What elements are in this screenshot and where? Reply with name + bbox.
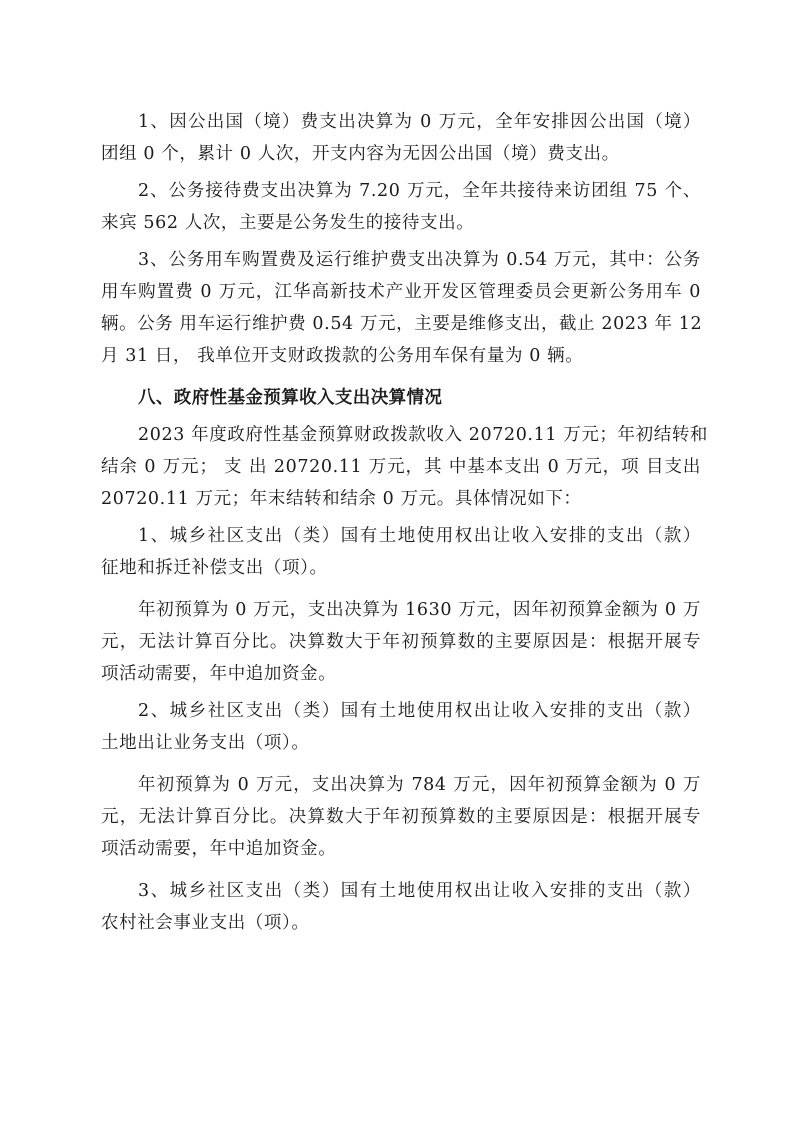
paragraph-line: 征地和拆迁补偿支出（项）。 [101, 558, 328, 578]
paragraph-line: 3、城乡社区支出（类）国有土地使用权出让收入安排的支出（款） [138, 881, 701, 901]
paragraph-line: 用车购置费 0 万元，江华高新技术产业开发区管理委员会更新公务用车 0 [101, 282, 701, 302]
paragraph-line: 1、因公出国（境）费支出决算为 0 万元，全年安排因公出国（境） [138, 112, 701, 132]
paragraph-line: 来宾 562 人次，主要是公务发生的接待支出。 [101, 213, 475, 233]
paragraph-line: 年初预算为 0 万元，支出决算为 1630 万元，因年初预算金额为 0 万 [138, 600, 701, 620]
paragraph-line: 辆。公务 用车运行维护费 0.54 万元，主要是维修支出，截止 2023 年 12 [101, 314, 703, 334]
paragraph-line: 月 31 日， 我单位开支财政拨款的公务用车保有量为 0 辆。 [101, 346, 584, 366]
paragraph-line: 土地出让业务支出（项）。 [101, 733, 310, 753]
paragraph-line: 团组 0 个，累计 0 人次，开支内容为无因公出国（境）费支出。 [101, 144, 620, 164]
paragraph-line: 项活动需要，年中追加资金。 [101, 839, 337, 859]
section-heading: 八、政府性基金预算收入支出决算情况 [138, 388, 443, 408]
paragraph-line: 结余 0 万元； 支 出 20720.11 万元，其 中基本支出 0 万元，项 目支出 [101, 457, 701, 477]
paragraph-line: 20720.11 万元；年末结转和结余 0 万元。具体情况如下： [101, 489, 582, 509]
paragraph-line: 元，无法计算百分比。决算数大于年初预算数的主要原因是：根据开展专 [101, 632, 701, 652]
paragraph-line: 2、城乡社区支出（类）国有土地使用权出让收入安排的支出（款） [138, 701, 701, 721]
paragraph-line: 元，无法计算百分比。决算数大于年初预算数的主要原因是：根据开展专 [101, 807, 701, 827]
paragraph-line: 农村社会事业支出（项）。 [101, 913, 310, 933]
paragraph-line: 2、公务接待费支出决算为 7.20 万元，全年共接待来访团组 75 个、 [138, 181, 701, 201]
paragraph-line: 1、城乡社区支出（类）国有土地使用权出让收入安排的支出（款） [138, 526, 701, 546]
paragraph-line: 年初预算为 0 万元，支出决算为 784 万元，因年初预算金额为 0 万 [138, 775, 701, 795]
paragraph-line: 3、公务用车购置费及运行维护费支出决算为 0.54 万元，其中：公务 [138, 250, 701, 270]
paragraph-line: 项活动需要，年中追加资金。 [101, 664, 337, 684]
paragraph-line: 2023 年度政府性基金预算财政拨款收入 20720.11 万元；年初结转和 [138, 425, 709, 445]
